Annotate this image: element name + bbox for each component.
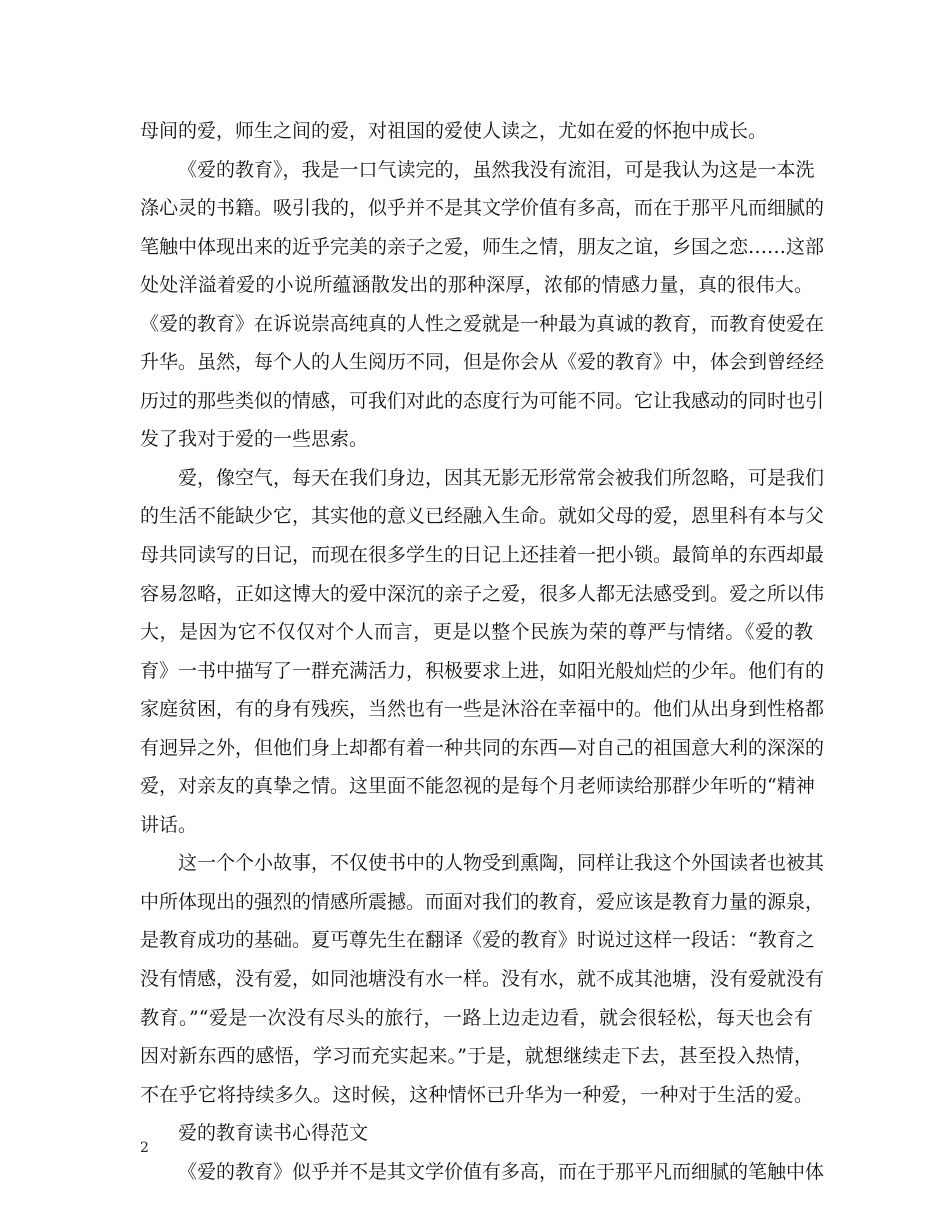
text-line: 处处洋溢着爱的小说所蕴涵散发出的那种深厚，浓郁的情感力量，真的很伟大。: [140, 274, 813, 297]
text-line: 发了我对于爱的一些思索。: [140, 428, 369, 451]
text-line: 没有情感，没有爱，如同池塘没有水一样。没有水，就不成其池塘，没有爱就没有: [140, 968, 825, 991]
text-line: 容易忽略，正如这博大的爱中深沉的亲子之爱，很多人都无法感受到。爱之所以伟: [140, 582, 825, 605]
page-number: 2: [140, 1140, 149, 1156]
text-line: 不在乎它将持续多久。这时候，这种情怀已升华为一种爱，一种对于生活的爱。: [140, 1083, 813, 1106]
text-line: 讲话。: [140, 813, 198, 836]
text-line: 母共同读写的日记，而现在很多学生的日记上还挂着一把小锁。最简单的东西却最: [140, 544, 825, 567]
text-line: 大，是因为它不仅仅对个人而言，更是以整个民族为荣的尊严与情绪。《爱的教: [140, 621, 813, 644]
text-line: 《爱的教育》似乎并不是其文学价值有多高，而在于那平凡而细腻的笔触中体: [178, 1160, 825, 1183]
text-line: 是教育成功的基础。夏丐尊先生在翻译《爱的教育》时说过这样一段话：“教育之: [140, 929, 815, 952]
text-line: 这一个个小故事，不仅使书中的人物受到熏陶，同样让我这个外国读者也被其: [178, 852, 825, 875]
text-line: 《爱的教育》，我是一口气读完的，虽然我没有流泪，可是我认为这是一本洗: [178, 158, 815, 181]
text-line: 中所体现出的强烈的情感所震撼。而面对我们的教育，爱应该是教育力量的源泉，: [140, 890, 825, 913]
document-body: [140, 112, 825, 1191]
text-line: 笔触中体现出来的近乎完美的亲子之爱，师生之情，朋友之谊，乡国之恋……这部: [140, 235, 825, 258]
text-line: 母间的爱，师生之间的爱，对祖国的爱使人读之，尤如在爱的怀抱中成长。: [140, 120, 768, 142]
text-line: 历过的那些类似的情感，可我们对此的态度行为可能不同。它让我感动的同时也引: [140, 389, 825, 412]
text-line: 家庭贫困，有的身有残疾，当然也有一些是沐浴在幸福中的。他们从出身到性格都: [140, 698, 825, 721]
text-line: 因对新东西的感悟，学习而充实起来。”于是，就想继续走下去，甚至投入热情，: [140, 1045, 813, 1068]
text-line: 《爱的教育》在诉说崇高纯真的人性之爱就是一种最为真诚的教育，而教育使爱在: [140, 312, 825, 335]
text-line: 育》一书中描写了一群充满活力，积极要求上进，如阳光般灿烂的少年。他们有的: [140, 659, 825, 682]
text-line: 爱的教育读书心得范文: [178, 1122, 369, 1145]
text-line: 涤心灵的书籍。吸引我的，似乎并不是其文学价值有多高，而在于那平凡而细腻的: [140, 197, 825, 220]
text-line: 爱，对亲友的真挚之情。这里面不能忽视的是每个月老师读给那群少年听的“精神: [140, 775, 815, 798]
text-line: 的生活不能缺少它，其实他的意义已经融入生命。就如父母的爱，恩里科有本与父: [140, 505, 825, 528]
text-line: 教育。”“爱是一次没有尽头的旅行，一路上边走边看，就会很轻松，每天也会有: [140, 1006, 813, 1029]
text-line: 有迥异之外，但他们身上却都有着一种共同的东西—对自己的祖国意大利的深深的: [140, 736, 825, 759]
text-line: 升华。虽然，每个人的人生阅历不同，但是你会从《爱的教育》中，体会到曾经经: [140, 351, 825, 374]
text-line: 爱，像空气，每天在我们身边，因其无影无形常常会被我们所忽略，可是我们: [178, 466, 825, 489]
